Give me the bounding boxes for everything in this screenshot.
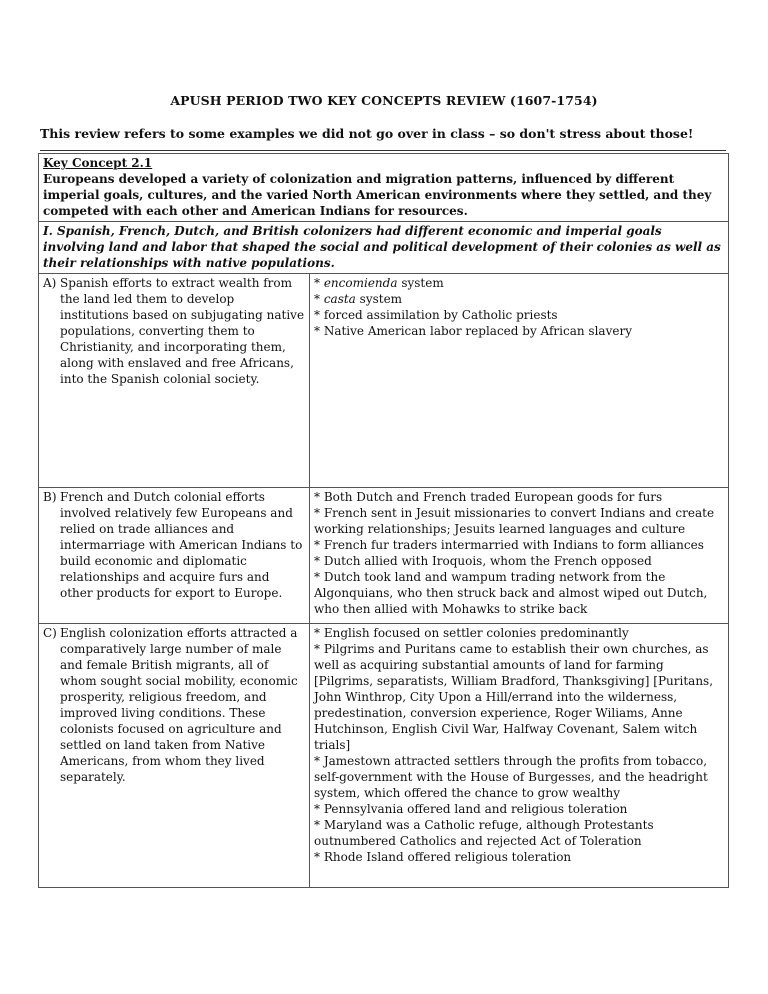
row-a-right — [310, 274, 729, 488]
bullet-item — [314, 275, 724, 291]
bullet-text: Dutch allied with Iroquois, whom the French opposed — [323, 554, 652, 568]
subconcept-row — [39, 222, 729, 274]
bullet-item — [314, 489, 724, 505]
row-c-right — [310, 624, 729, 888]
bullet-text: French fur traders intermarried with Indians to form alliances — [323, 538, 704, 552]
row-letter: A) — [43, 276, 57, 290]
key-concept-heading: Key Concept 2.1 — [43, 156, 153, 170]
bullet-list — [314, 625, 724, 865]
bullet-item — [314, 753, 724, 801]
bullet-text: system — [397, 276, 444, 290]
bullet-text: system — [355, 292, 403, 306]
bullet-prefix: * — [314, 802, 324, 816]
bullet-text: English focused on settler colonies predominantly — [323, 626, 629, 640]
bullet-prefix: * — [314, 506, 324, 520]
bullet-prefix: * — [314, 308, 324, 322]
bullet-text: Native American labor replaced by African slavery — [323, 324, 632, 338]
bullet-prefix: * — [314, 490, 324, 504]
row-b-left — [39, 488, 310, 624]
bullet-text: Jamestown attracted settlers through the profits from tobacco, self-government with the House of Burgesses, and the headright system, which offered the chance to grow wealthy — [314, 754, 708, 800]
row-b-right — [310, 488, 729, 624]
bullet-item — [314, 553, 724, 569]
bullet-prefix: * — [314, 292, 324, 306]
bullet-text: Dutch took land and wampum trading network from the Algonquians, who then struck back and almost wiped out Dutch, who then allied with Mohawks to strike back — [314, 570, 708, 616]
bullet-item — [314, 801, 724, 817]
key-concept-row — [39, 154, 729, 222]
bullet-prefix: * — [314, 538, 324, 552]
page-subtitle: This review refers to some examples we did not go over in class – so don't stress about those! — [40, 126, 694, 141]
row-a-left — [39, 274, 310, 488]
bullet-prefix: * — [314, 626, 324, 640]
bullet-list — [314, 489, 724, 617]
row-letter: B) — [43, 490, 57, 504]
bullet-list — [314, 275, 724, 339]
row-text: French and Dutch colonial efforts involved relatively few Europeans and relied on trade alliances and intermarriage with American Indians to build economic and diplomatic relationships and acquire furs and other products for export to Europe. — [60, 490, 303, 600]
bullet-item — [314, 569, 724, 617]
bullet-text: Pilgrims and Puritans came to establish their own churches, as well as acquiring substantial amounts of land for farming [Pilgrims, separatists, William Bradford, Thanksgiving] [Puritans, John Winthrop, City Upon a Hill/errand into the wilderness, predestination, conversion experience, Roger Wiliams, Anne Hutchinson, English Civil War, Halfway Covenant, Salem witch trials] — [314, 642, 714, 752]
bullet-em: encomienda — [323, 276, 398, 290]
row-c-left — [39, 624, 310, 888]
horizontal-rule — [40, 150, 726, 151]
bullet-text: French sent in Jesuit missionaries to convert Indians and create working relationships; Jesuits learned languages and culture — [314, 506, 715, 536]
key-concept-cell — [39, 154, 729, 222]
table-row — [39, 488, 729, 624]
bullet-prefix: * — [314, 554, 324, 568]
bullet-prefix: * — [314, 324, 324, 338]
bullet-item — [314, 291, 724, 307]
bullet-text: Both Dutch and French traded European goods for furs — [323, 490, 663, 504]
bullet-item — [314, 537, 724, 553]
bullet-prefix: * — [314, 276, 324, 290]
bullet-prefix: * — [314, 850, 324, 864]
bullet-prefix: * — [314, 570, 324, 584]
subconcept-text: I. Spanish, French, Dutch, and British colonizers had different economic and imperial goals involving land and labor that shaped the social and political development of their colonies as well as their relationships with native populations. — [43, 224, 721, 270]
bullet-item — [314, 323, 724, 339]
bullet-em: casta — [323, 292, 356, 306]
table-row — [39, 624, 729, 888]
bullet-text: Rhode Island offered religious toleration — [323, 850, 572, 864]
bullet-item — [314, 307, 724, 323]
bullet-item — [314, 641, 724, 753]
bullet-item — [314, 817, 724, 849]
key-concept-text: Europeans developed a variety of colonization and migration patterns, influenced by different imperial goals, cultures, and the varied North American environments where they settled, and they competed with each other and American Indians for resources. — [43, 172, 712, 218]
bullet-item — [314, 505, 724, 537]
bullet-prefix: * — [314, 818, 324, 832]
bullet-prefix: * — [314, 642, 324, 656]
concept-table — [38, 153, 729, 888]
bullet-text: Pennsylvania offered land and religious toleration — [323, 802, 628, 816]
row-letter: C) — [43, 626, 57, 640]
table-row — [39, 274, 729, 488]
row-text: Spanish efforts to extract wealth from the land led them to develop institutions based on subjugating native populations, converting them to Christianity, and incorporating them, along with enslaved and free Africans, into the Spanish colonial society. — [60, 276, 305, 386]
row-text: English colonization efforts attracted a comparatively large number of male and female British migrants, all of whom sought social mobility, economic prosperity, religious freedom, and improved living conditions. These colonists focused on agriculture and settled on land taken from Native Americans, from whom they lived separately. — [60, 626, 298, 784]
bullet-prefix: * — [314, 754, 324, 768]
bullet-item — [314, 849, 724, 865]
page-title: APUSH PERIOD TWO KEY CONCEPTS REVIEW (1607-1754) — [170, 93, 598, 108]
subconcept-cell — [39, 222, 729, 274]
bullet-text: forced assimilation by Catholic priests — [323, 308, 558, 322]
bullet-text: Maryland was a Catholic refuge, although Protestants outnumbered Catholics and rejected Act of Toleration — [314, 818, 654, 848]
bullet-item — [314, 625, 724, 641]
